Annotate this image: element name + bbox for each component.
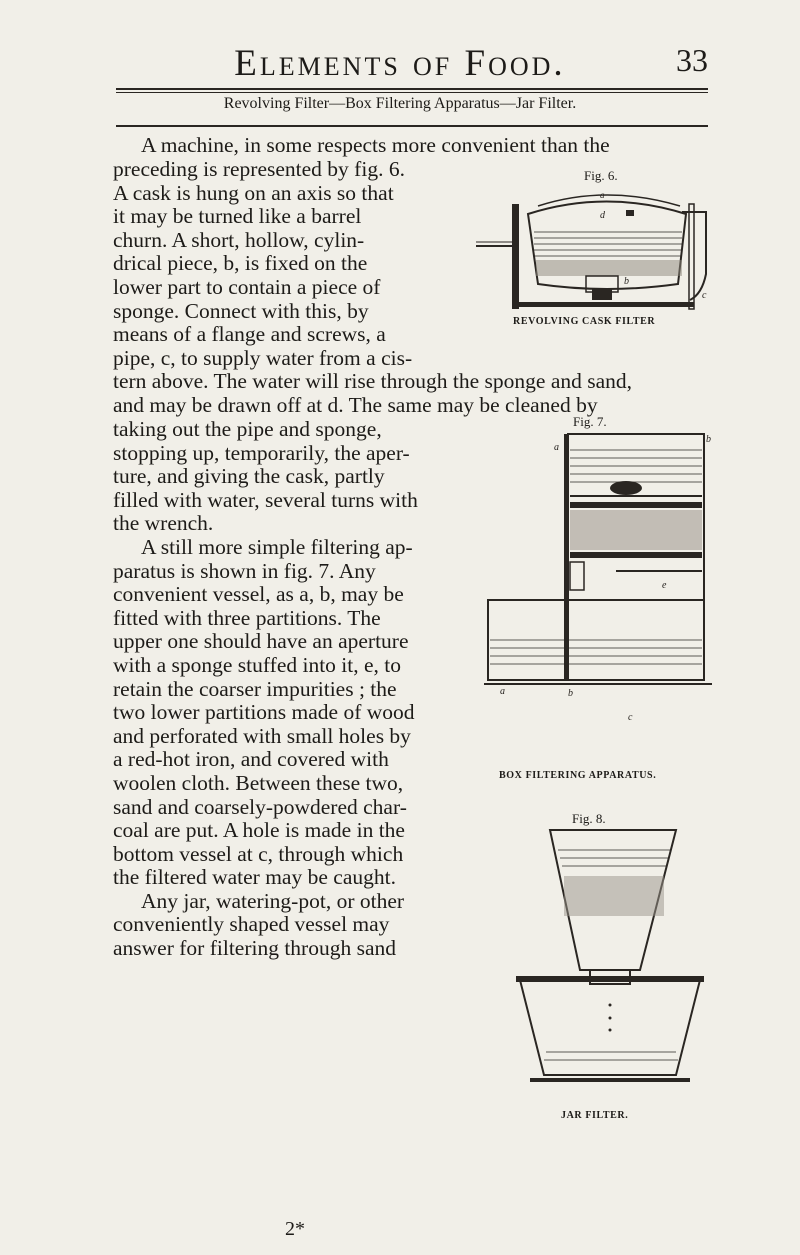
text-line: upper one should have an aperture: [113, 629, 409, 654]
text-line: with a sponge stuffed into it, e, to: [113, 652, 402, 677]
text-line: conveniently shaped vessel may: [113, 912, 390, 937]
fig7-letter-a-low: a: [500, 686, 505, 697]
text-line: tern above. The water will rise through the sponge and sand,: [113, 369, 633, 393]
subtitle: Revolving Filter—Box Filtering Apparatus—Jar Filter.: [223, 95, 577, 112]
text-line: the wrench.: [113, 511, 214, 536]
header-rule-top-thin: [116, 92, 708, 93]
text-line: convenient vessel, as a, b, may be: [113, 582, 404, 607]
body-text: [113, 134, 708, 158]
page-number: 33: [676, 42, 708, 78]
text-line: woolen cloth. Between these two,: [113, 770, 404, 795]
text-line: preceding is represented by fig. 6.: [113, 157, 405, 181]
body-text-col-2: [113, 418, 473, 961]
header-rule-bottom: [116, 125, 708, 127]
body-text-col-1: [113, 158, 473, 370]
text-line: stopping up, temporarily, the aper-: [113, 440, 410, 465]
text-line: it may be turned like a barrel: [113, 204, 362, 229]
fig8-label: Fig. 8.: [572, 811, 606, 826]
fig6-label: Fig. 6.: [584, 168, 618, 183]
fig6-letter-c: c: [702, 290, 707, 301]
text-line: retain the coarser impurities ; the: [113, 676, 397, 701]
fig7-letter-e: e: [662, 580, 667, 591]
text-line: bottom vessel at c, through which: [113, 841, 404, 866]
text-line: pipe, c, to supply water from a cis-: [113, 345, 413, 370]
running-title: Elements of Food.: [234, 43, 566, 84]
text-line: the filtered water may be caught.: [113, 865, 396, 890]
text-line: means of a flange and screws, a: [113, 322, 386, 347]
text-line: paratus is shown in fig. 7. Any: [113, 558, 376, 583]
fig8-caption: JAR FILTER.: [561, 1110, 629, 1121]
text-line: churn. A short, hollow, cylin-: [113, 227, 365, 252]
fig8-jar-filter: [480, 830, 720, 1090]
fig7-caption: BOX FILTERING APPARATUS.: [499, 770, 657, 781]
text-line: A cask is hung on an axis so that: [113, 180, 394, 205]
text-line: lower part to contain a piece of: [113, 274, 381, 299]
fig7-box-filtering-apparatus: [466, 430, 716, 760]
fig7-letter-b-top: b: [706, 434, 711, 445]
fig7-label: Fig. 7.: [573, 414, 607, 429]
text-line: and perforated with small holes by: [113, 723, 411, 748]
fig6-letter-d: d: [600, 210, 605, 221]
signature-mark: 2*: [285, 1218, 305, 1240]
fig7-letter-a-top: a: [554, 442, 559, 453]
fig6-letter-b: b: [624, 276, 629, 287]
text-line: Any jar, watering-pot, or other: [141, 888, 405, 913]
text-line: filled with water, several turns with: [113, 487, 418, 512]
fig7-letter-b-low: b: [568, 688, 573, 699]
text-line: ture, and giving the cask, partly: [113, 464, 385, 489]
text-line: drical piece, b, is fixed on the: [113, 251, 368, 276]
fig6-letter-a: a: [600, 190, 605, 200]
text-line: sponge. Connect with this, by: [113, 298, 369, 323]
text-line: A still more simple filtering ap-: [141, 534, 413, 559]
running-head: [0, 42, 800, 88]
fig6-revolving-cask-filter: [476, 184, 716, 314]
text-line: coal are put. A hole is made in the: [113, 818, 405, 843]
text-line: two lower partitions made of wood: [113, 700, 415, 725]
text-line: fitted with three partitions. The: [113, 605, 381, 630]
text-line: answer for filtering through sand: [113, 936, 397, 961]
text-line: sand and coarsely-powdered char-: [113, 794, 407, 819]
header-rule-top: [116, 88, 708, 90]
body-text-full: [113, 370, 713, 417]
text-line: a red-hot iron, and covered with: [113, 747, 389, 772]
fig6-caption: REVOLVING CASK FILTER: [513, 316, 656, 327]
text-line: A machine, in some respects more convenient than the: [141, 133, 610, 157]
text-line: taking out the pipe and sponge,: [113, 417, 382, 441]
text-line: and may be drawn off at d. The same may be cleaned by: [113, 392, 598, 417]
fig7-letter-c: c: [628, 712, 633, 723]
